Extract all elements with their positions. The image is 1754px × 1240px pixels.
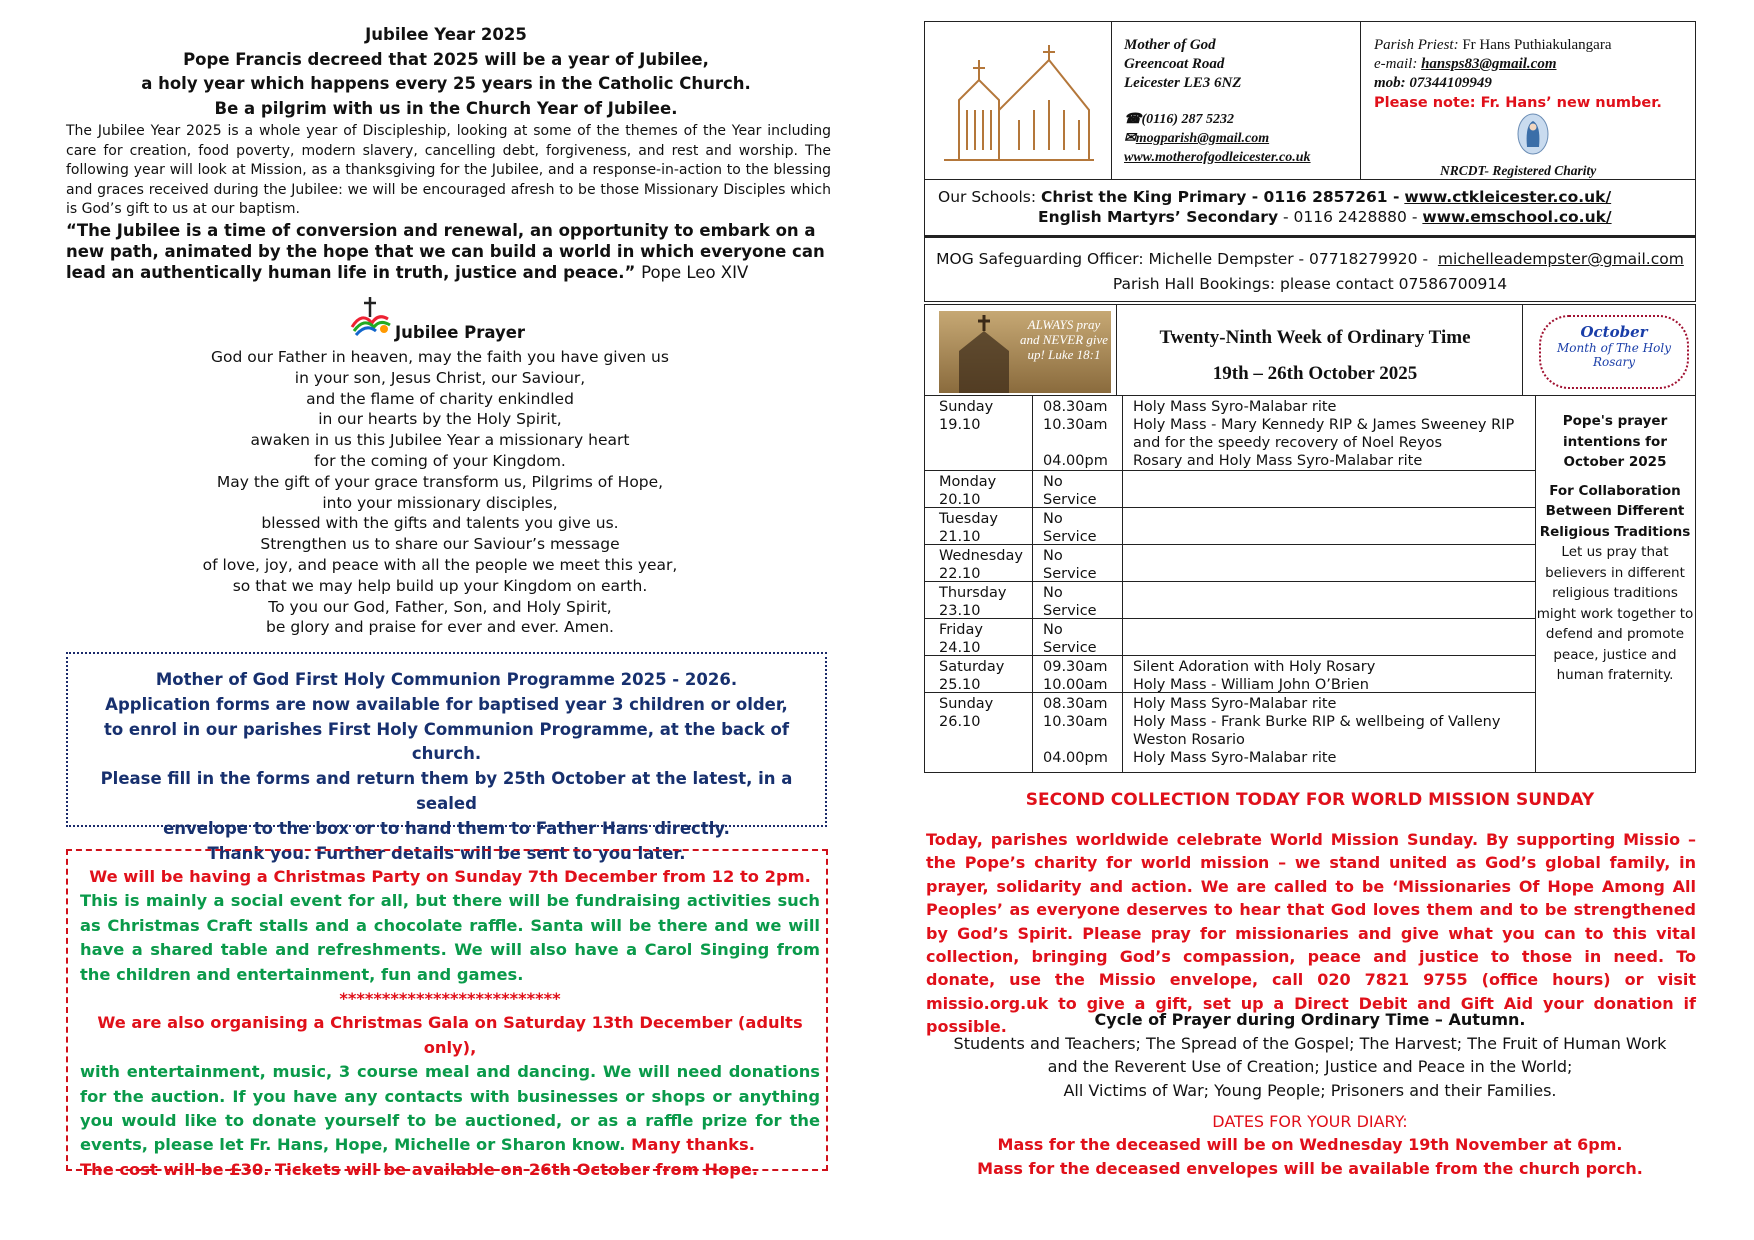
jubilee-heading-line: Be a pilgrim with us in the Church Year of Jubilee. bbox=[214, 98, 678, 118]
prayer-line: blessed with the gifts and talents you give us. bbox=[261, 514, 619, 533]
quote-author: Pope Leo XIV bbox=[641, 263, 749, 282]
header-divider bbox=[1360, 22, 1361, 179]
event: Holy Mass Syro-Malabar rite bbox=[1133, 399, 1337, 415]
day-date: 20.10 bbox=[939, 492, 981, 508]
secondary-school: English Martyrs’ Secondary bbox=[1038, 208, 1279, 226]
time: No bbox=[1043, 548, 1063, 564]
priest-info bbox=[1374, 36, 1611, 93]
parish-website[interactable]: www.motherofgodleicester.co.uk bbox=[1124, 150, 1311, 165]
schools-box bbox=[924, 180, 1696, 236]
prayer-line: in our hearts by the Holy Spirit, bbox=[318, 410, 562, 429]
jubilee-logo-icon bbox=[348, 293, 394, 339]
priest-email-label: e-mail: bbox=[1374, 56, 1418, 72]
schedule-row bbox=[925, 470, 1535, 508]
schedule-row bbox=[925, 507, 1535, 545]
communion-notice-box bbox=[66, 652, 827, 863]
prayer-line: Strengthen us to share our Saviour’s message bbox=[260, 535, 620, 554]
time: Service bbox=[1043, 603, 1097, 619]
rosary-month-title: October bbox=[1580, 323, 1648, 341]
prayer-line: God our Father in heaven, may the faith you have given us bbox=[211, 348, 669, 366]
mary-icon bbox=[1517, 113, 1549, 155]
cycle-line: Students and Teachers; The Spread of the Gospel; The Harvest; The Fruit of Human Work bbox=[953, 1034, 1667, 1053]
communion-line: Application forms are now available for baptised year 3 children or older, bbox=[105, 694, 788, 714]
parish-name: Mother of God bbox=[1124, 37, 1216, 53]
schedule-row bbox=[925, 692, 1535, 773]
event: Silent Adoration with Holy Rosary bbox=[1133, 659, 1376, 675]
time: Service bbox=[1043, 566, 1097, 582]
event: Holy Mass - Frank Burke RIP & wellbeing of Valleny bbox=[1133, 714, 1501, 730]
always-pray-text: ALWAYS pray and NEVER give up! Luke 18:1 bbox=[1019, 317, 1109, 362]
event: Holy Mass - Mary Kennedy RIP & James Sweeney RIP bbox=[1133, 417, 1515, 433]
prayer-line: To you our God, Father, Son, and Holy Spirit, bbox=[268, 597, 612, 616]
rosary-month-image bbox=[1539, 315, 1689, 389]
cycle-line: All Victims of War; Young People; Prisoners and their Families. bbox=[1063, 1080, 1557, 1100]
event: Weston Rosario bbox=[1133, 732, 1245, 748]
parish-phone-row bbox=[1124, 110, 1311, 129]
jubilee-heading-line: Pope Francis decreed that 2025 will be a year of Jubilee, bbox=[183, 49, 709, 69]
collection-title: SECOND COLLECTION TODAY FOR WORLD MISSION SUNDAY bbox=[1025, 790, 1595, 810]
parish-street: Greencoat Road bbox=[1124, 56, 1225, 72]
schedule-events bbox=[1133, 398, 1533, 470]
jubilee-heading-line: a holy year which happens every 25 years in the Catholic Church. bbox=[141, 74, 751, 93]
schedule-day bbox=[939, 547, 1023, 583]
week-title-block bbox=[1115, 320, 1515, 392]
jubilee-quote bbox=[66, 220, 836, 283]
diary-title: DATES FOR YOUR DIARY: bbox=[1212, 1112, 1408, 1131]
day-date: 22.10 bbox=[939, 566, 981, 582]
time: Service bbox=[1043, 640, 1097, 656]
day-date: 24.10 bbox=[939, 640, 981, 656]
time: 10.00am bbox=[1043, 677, 1108, 693]
communion-line: Thank you. Further details will be sent to you later. bbox=[207, 843, 686, 863]
jubilee-heading bbox=[66, 23, 826, 121]
schedule-times bbox=[1043, 510, 1097, 546]
time: Service bbox=[1043, 492, 1097, 508]
priest-label: Parish Priest: bbox=[1374, 37, 1459, 53]
day-name: Tuesday bbox=[939, 511, 998, 527]
schedule-day bbox=[939, 510, 998, 546]
day-name: Thursday bbox=[939, 585, 1007, 601]
schools-primary-row bbox=[938, 187, 1611, 207]
envelope-icon: ✉ bbox=[1124, 131, 1136, 146]
gala-title: We are also organising a Christmas Gala on Saturday 13th December (adults only), bbox=[97, 1013, 803, 1057]
prayer-line: and the flame of charity enkindled bbox=[306, 389, 574, 408]
safeguarding-row bbox=[925, 247, 1695, 272]
pope-intention bbox=[1535, 411, 1695, 686]
schedule-row bbox=[925, 655, 1535, 693]
parish-city: Leicester LE3 6NZ bbox=[1124, 75, 1242, 91]
event: Holy Mass - William John O’Brien bbox=[1133, 677, 1369, 693]
secondary-phone: - 0116 2428880 - bbox=[1282, 208, 1418, 226]
priest-email[interactable]: hansps83@gmail.com bbox=[1421, 56, 1557, 72]
prayer-line: so that we may help build up your Kingdom on earth. bbox=[232, 576, 648, 595]
charity-label: NRCDT- Registered Charity bbox=[1440, 163, 1597, 178]
schools-label: Our Schools: bbox=[938, 188, 1037, 206]
pope-intention-subtitle: For Collaboration Between Different Religious Traditions bbox=[1539, 482, 1691, 540]
day-date: 26.10 bbox=[939, 714, 981, 730]
prayer-title: Jubilee Prayer bbox=[395, 323, 526, 342]
event: Holy Mass Syro-Malabar rite bbox=[1133, 696, 1337, 712]
phone-icon: ☎ bbox=[1124, 112, 1142, 127]
schedule-row bbox=[925, 544, 1535, 582]
schedule-times bbox=[1043, 547, 1097, 583]
jubilee-prayer bbox=[150, 347, 730, 638]
cycle-line: and the Reverent Use of Creation; Justice and Peace in the World; bbox=[1047, 1057, 1573, 1077]
time: 08.30am bbox=[1043, 696, 1108, 712]
schedule-times bbox=[1043, 584, 1097, 620]
pope-intention-text: Let us pray that believers in different religious traditions might work together to defend and promote peace, justice and human fraternity. bbox=[1536, 544, 1694, 683]
schedule-row bbox=[925, 396, 1535, 470]
parish-email-row bbox=[1124, 129, 1311, 148]
schedule-events bbox=[1133, 658, 1533, 694]
prayer-line: into your missionary disciples, bbox=[322, 493, 558, 512]
header-divider bbox=[1111, 22, 1112, 179]
priest-row bbox=[1374, 36, 1611, 55]
schedule-row bbox=[925, 618, 1535, 656]
time: No bbox=[1043, 622, 1063, 638]
parish-contact bbox=[1124, 110, 1311, 167]
gala-body bbox=[80, 1060, 820, 1158]
jubilee-body: The Jubilee Year 2025 is a whole year of Discipleship, looking at some of the themes of the Year including care for creation, food poverty, modern slavery, cancelling debt, forgiveness, and rest and worship. The following year will look at Mission, as a thanksgiving for the Jubilee, and a response-in-action to the blessing and graces received during the Jubilee: we will be encouraged afresh to be those Missionary Disciples which is God’s gift to us at our baptism. bbox=[66, 123, 831, 218]
time: No bbox=[1043, 474, 1063, 490]
communion-line: envelope to the box or to hand them to Father Hans directly. bbox=[163, 818, 730, 838]
safeguarding-box bbox=[924, 236, 1696, 302]
day-name: Sunday bbox=[939, 399, 994, 415]
jubilee-heading-line: Jubilee Year 2025 bbox=[365, 25, 527, 44]
time: No bbox=[1043, 511, 1063, 527]
day-name: Wednesday bbox=[939, 548, 1023, 564]
schedule-events bbox=[1133, 695, 1533, 767]
schedule-row bbox=[925, 581, 1535, 619]
rosary-month-sub: Month of The Holy Rosary bbox=[1556, 341, 1672, 369]
day-date: 21.10 bbox=[939, 529, 981, 545]
priest-name: Fr Hans Puthiakulangara bbox=[1462, 37, 1612, 53]
gala-cost: The cost will be £30. Tickets will be available on 26th October from Hope. bbox=[80, 1159, 759, 1179]
cycle-of-prayer bbox=[924, 1032, 1696, 1102]
gala-thanks: Many thanks. bbox=[631, 1135, 755, 1155]
priest-note: Please note: Fr. Hans’ new number. bbox=[1374, 95, 1662, 111]
parish-address bbox=[1124, 36, 1241, 93]
event: and for the speedy recovery of Noel Reyos bbox=[1133, 435, 1443, 451]
secondary-website[interactable]: www.emschool.co.uk/ bbox=[1422, 208, 1612, 226]
time: No bbox=[1043, 585, 1063, 601]
prayer-line: of love, joy, and peace with all the people we meet this year, bbox=[202, 555, 678, 574]
schedule-day bbox=[939, 584, 1006, 620]
parish-email[interactable]: mogparish@gmail.com bbox=[1135, 131, 1270, 146]
schedule-times bbox=[1043, 695, 1108, 767]
diary-line: Mass for the deceased envelopes will be available from the church porch. bbox=[977, 1158, 1643, 1178]
communion-line: Please fill in the forms and return them by 25th October at the latest, in a sealed bbox=[100, 769, 793, 813]
diary-line: Mass for the deceased will be on Wednesday 19th November at 6pm. bbox=[997, 1135, 1623, 1155]
always-pray-image bbox=[939, 311, 1111, 393]
prayer-line: for the coming of your Kingdom. bbox=[314, 451, 566, 470]
schedule-day bbox=[939, 695, 993, 731]
time: 08.30am bbox=[1043, 399, 1108, 415]
gala-text: with entertainment, music, 3 course meal and dancing. We will need donations for the auction. If you have any contacts with businesses or shops or anything you would like to donate yourself to be auctioned, or as a raffle prize for the events, please let Fr. Hans, Hope, Michelle or Sharon know. bbox=[80, 1062, 820, 1155]
day-date: 23.10 bbox=[939, 603, 981, 619]
week-dates: 19th – 26th October 2025 bbox=[1212, 363, 1418, 384]
priest-email-row bbox=[1374, 55, 1611, 74]
schedule-day bbox=[939, 473, 996, 509]
schedule-day bbox=[939, 658, 1004, 694]
prayer-line: be glory and praise for ever and ever. Amen. bbox=[266, 618, 614, 637]
collection-body: Today, parishes worldwide celebrate World Mission Sunday. By supporting Missio – the Pope’s charity for world mission – we stand united as God’s global family, in prayer, solidarity and action. We are called to be ‘Missionaries Of Hope Among All Peoples’ as everyone deserves to hear that God loves them and to be strengthened by God’s Spirit. Please pray for missionaries and give what you can to this vital collection, bringing God’s compassion, peace and justice to those in need. To donate, use the Missio envelope, call 020 7821 9755 (office hours) or visit missio.org.uk to give a gift, set up a Direct Debit and Gift Aid your donation if possible. bbox=[926, 830, 1696, 1037]
time: 10.30am bbox=[1043, 714, 1108, 730]
day-name: Monday bbox=[939, 474, 997, 490]
time: 04.00pm bbox=[1043, 453, 1108, 469]
day-date: 19.10 bbox=[939, 417, 981, 433]
primary-school: Christ the King Primary - 0116 2857261 - bbox=[1041, 188, 1400, 206]
quote-text: “The Jubilee is a time of conversion and renewal, an opportunity to embark on a new path, animated by the hope that we can build a world in which everyone can lead an authentically human life in truth, justice and peace.” bbox=[66, 221, 825, 282]
church-drawing-icon bbox=[939, 40, 1099, 165]
prayer-line: May the gift of your grace transform us, Pilgrims of Hope, bbox=[216, 472, 664, 491]
party-body: This is mainly a social event for all, but there will be fundraising activities such as Christmas Craft stalls and a chocolate raffle. Santa will be there and we will have a shared table and refreshments. We will also have a Carol Singing from the children and entertainment, fun and games. bbox=[80, 891, 820, 984]
time: 10.30am bbox=[1043, 417, 1108, 433]
schools-secondary-row bbox=[1038, 207, 1612, 227]
week-divider bbox=[1522, 305, 1523, 395]
time: Service bbox=[1043, 529, 1097, 545]
schedule-times bbox=[1043, 473, 1097, 509]
time: 09.30am bbox=[1043, 659, 1108, 675]
diary-dates bbox=[924, 1110, 1696, 1180]
event: Holy Mass Syro-Malabar rite bbox=[1133, 750, 1337, 766]
day-name: Saturday bbox=[939, 659, 1005, 675]
day-name: Sunday bbox=[939, 696, 994, 712]
time bbox=[1043, 731, 1108, 749]
time bbox=[1043, 434, 1108, 452]
safeguarding-text: MOG Safeguarding Officer: Michelle Dempster - 07718279920 - bbox=[936, 250, 1429, 268]
communion-line: to enrol in our parishes First Holy Communion Programme, at the back of church. bbox=[103, 719, 790, 764]
primary-website[interactable]: www.ctkleicester.co.uk/ bbox=[1404, 188, 1612, 206]
event: Rosary and Holy Mass Syro-Malabar rite bbox=[1133, 453, 1423, 469]
day-date: 25.10 bbox=[939, 677, 981, 693]
week-title: Twenty-Ninth Week of Ordinary Time bbox=[1159, 327, 1471, 348]
party-title: We will be having a Christmas Party on Sunday 7th December from 12 to 2pm. bbox=[89, 867, 811, 886]
prayer-line: awaken in us this Jubilee Year a missionary heart bbox=[250, 431, 630, 450]
schedule-times bbox=[1043, 621, 1097, 657]
hall-bookings: Parish Hall Bookings: please contact 07586700914 bbox=[1112, 275, 1508, 293]
christmas-notice-box bbox=[66, 849, 828, 1179]
priest-mobile: mob: 07344109949 bbox=[1374, 75, 1492, 91]
time: 04.00pm bbox=[1043, 750, 1108, 766]
day-name: Friday bbox=[939, 622, 983, 638]
pope-intention-title: Pope's prayer intentions for October 2025 bbox=[1562, 413, 1668, 470]
schedule-day bbox=[939, 621, 983, 657]
schedule-times bbox=[1043, 398, 1108, 470]
schedule-day bbox=[939, 398, 993, 434]
cycle-title: Cycle of Prayer during Ordinary Time – Autumn. bbox=[1094, 1010, 1526, 1029]
parish-phone: (0116) 287 5232 bbox=[1141, 112, 1235, 127]
prayer-line: in your son, Jesus Christ, our Saviour, bbox=[294, 368, 586, 387]
schedule-times bbox=[1043, 658, 1108, 694]
divider: ************************** bbox=[339, 989, 561, 1009]
safeguarding-email[interactable]: michelleadempster@gmail.com bbox=[1437, 250, 1684, 268]
communion-line: Mother of God First Holy Communion Programme 2025 - 2026. bbox=[155, 670, 738, 689]
